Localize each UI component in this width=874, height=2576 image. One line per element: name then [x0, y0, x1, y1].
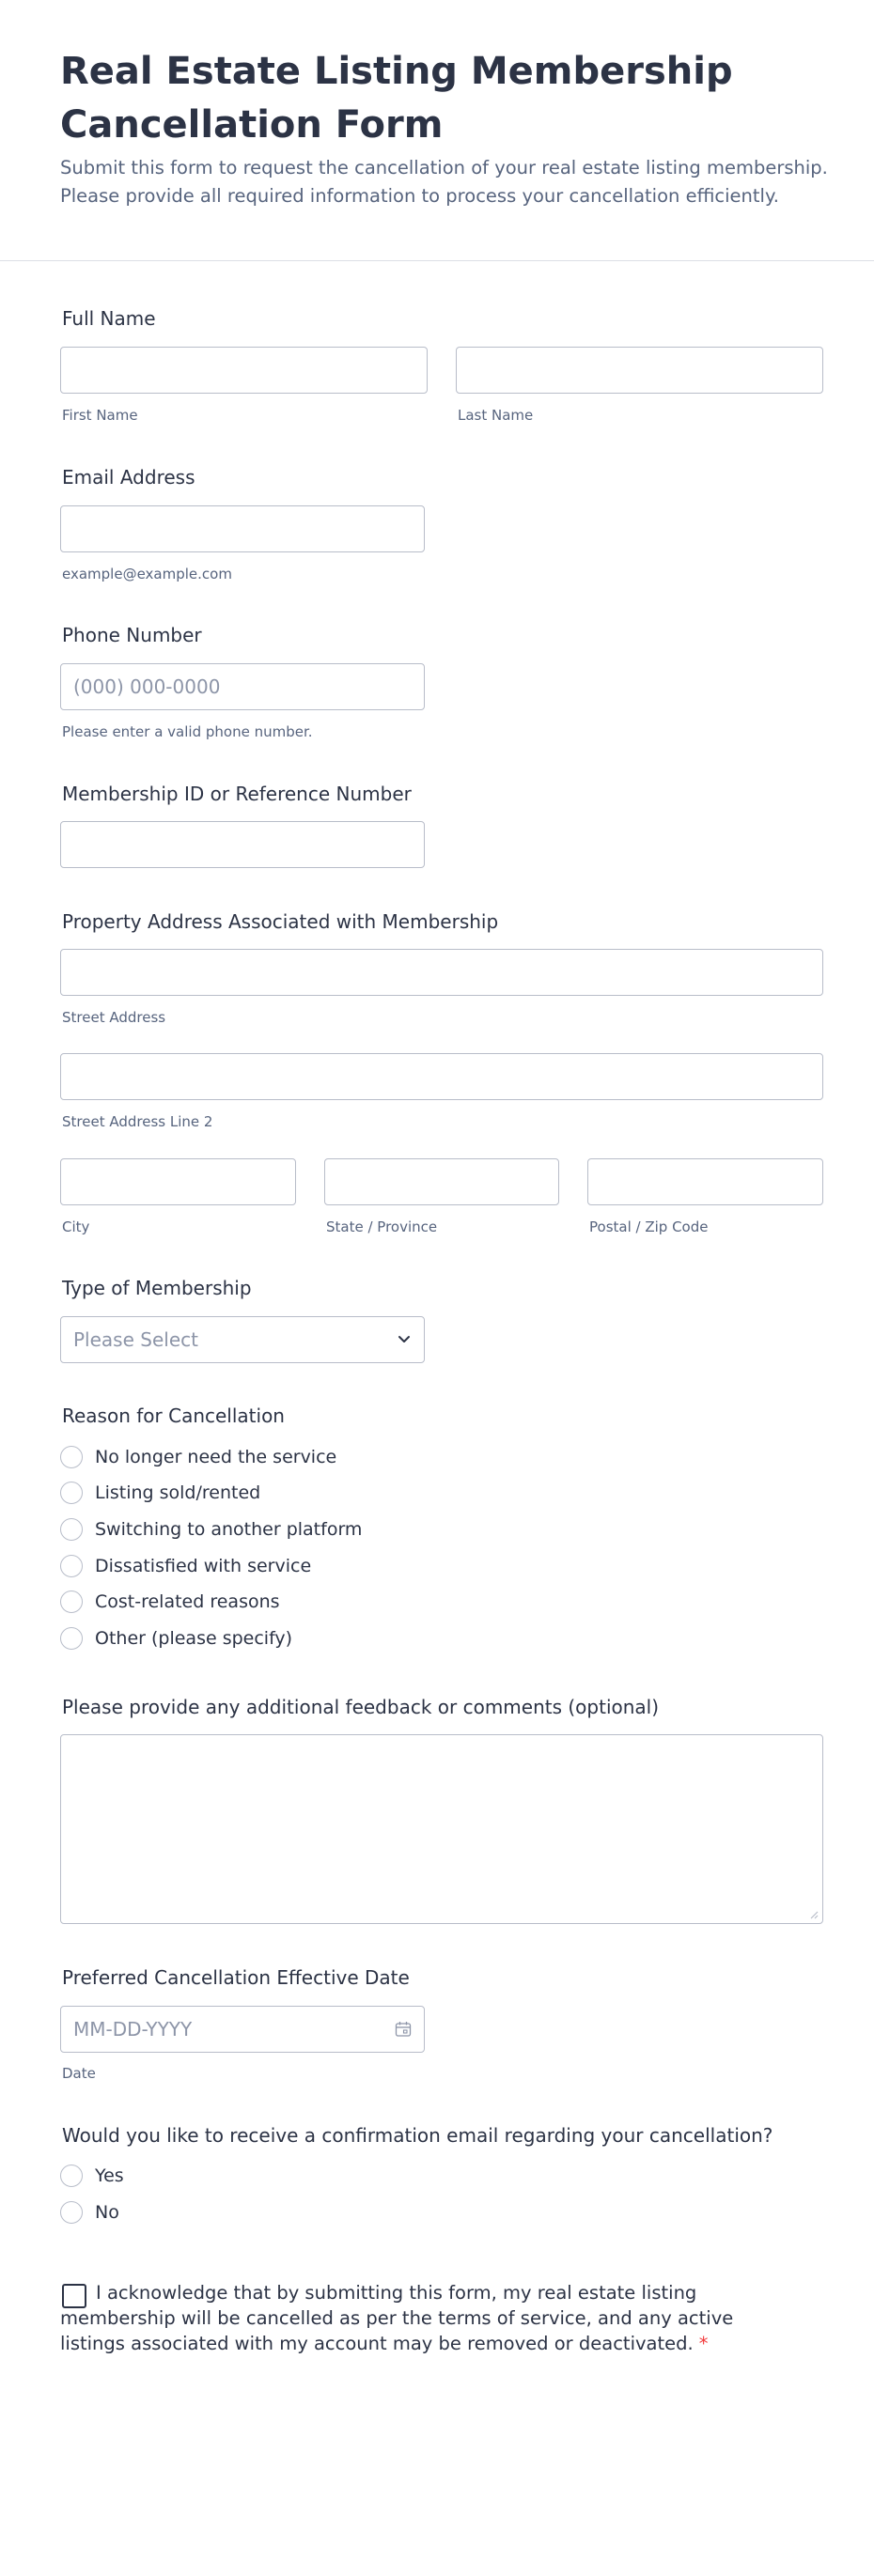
calendar-icon[interactable] — [394, 2020, 413, 2039]
form-title: Real Estate Listing Membership Cancellation Form — [60, 50, 733, 147]
acknowledgement-text — [60, 2280, 737, 2356]
effective-date-sublabel: Date — [62, 2065, 96, 2082]
membership-id-label: Membership ID or Reference Number — [62, 783, 412, 805]
feedback-textarea[interactable] — [60, 1734, 823, 1924]
radio-button[interactable] — [60, 2165, 83, 2187]
phone-label: Phone Number — [62, 624, 202, 646]
phone-input[interactable] — [60, 663, 425, 710]
phone-placeholder: (000) 000-0000 — [73, 675, 221, 698]
state-input[interactable] — [324, 1158, 559, 1205]
form-header — [0, 0, 874, 261]
state-sublabel: State / Province — [326, 1218, 438, 1235]
street-address-line2-sublabel: Street Address Line 2 — [62, 1113, 213, 1130]
resize-handle-icon[interactable] — [809, 1910, 819, 1919]
reason-option-label: Other (please specify) — [95, 1628, 293, 1649]
reason-option-label: Listing sold/rented — [95, 1482, 261, 1503]
city-input[interactable] — [60, 1158, 296, 1205]
membership-type-label: Type of Membership — [62, 1277, 252, 1299]
required-mark: * — [698, 2333, 709, 2354]
street-address-sublabel: Street Address — [62, 1009, 166, 1026]
zip-input[interactable] — [587, 1158, 823, 1205]
first-name-sublabel: First Name — [62, 407, 138, 424]
radio-button[interactable] — [60, 2201, 83, 2224]
zip-sublabel: Postal / Zip Code — [589, 1218, 709, 1235]
radio-button[interactable] — [60, 1482, 83, 1504]
feedback-label: Please provide any additional feedback or comments (optional) — [62, 1696, 660, 1718]
first-name-input[interactable] — [60, 347, 428, 394]
membership-id-input[interactable] — [60, 821, 425, 868]
radio-button[interactable] — [60, 1555, 83, 1577]
radio-button[interactable] — [60, 1518, 83, 1541]
last-name-sublabel: Last Name — [458, 407, 534, 424]
effective-date-placeholder: MM-DD-YYYY — [73, 2018, 193, 2041]
radio-button[interactable] — [60, 1446, 83, 1468]
membership-type-placeholder: Please Select — [73, 1328, 198, 1351]
phone-sublabel: Please enter a valid phone number. — [62, 723, 313, 740]
confirmation-option-label: No — [95, 2202, 119, 2223]
radio-button[interactable] — [60, 1627, 83, 1650]
email-input[interactable] — [60, 505, 425, 552]
confirmation-option-label: Yes — [95, 2165, 124, 2186]
email-sublabel: example@example.com — [62, 566, 232, 582]
full-name-label: Full Name — [62, 307, 156, 330]
effective-date-label: Preferred Cancellation Effective Date — [62, 1966, 410, 1989]
reason-option-label: Cost-related reasons — [95, 1591, 280, 1612]
chevron-down-icon — [396, 1330, 413, 1347]
reason-option-label: Switching to another platform — [95, 1519, 363, 1540]
city-sublabel: City — [62, 1218, 90, 1235]
confirmation-label: Would you like to receive a confirmation email regarding your cancellation? — [62, 2124, 773, 2147]
email-label: Email Address — [62, 466, 195, 489]
acknowledgement-label: I acknowledge that by submitting this form, my real estate listing membership will be cancelled as per the terms of service, and any active listings associated with my account may be removed or deactivated. — [60, 2282, 734, 2354]
membership-type-select[interactable] — [60, 1316, 425, 1363]
radio-button[interactable] — [60, 1591, 83, 1613]
reason-option-label: No longer need the service — [95, 1447, 337, 1467]
form-subtitle: Submit this form to request the cancellation of your real estate listing membership. Please provide all required information to process your cancellation efficiently. — [60, 157, 828, 207]
last-name-input[interactable] — [456, 347, 823, 394]
effective-date-input[interactable] — [60, 2006, 425, 2053]
reason-option-label: Dissatisfied with service — [95, 1556, 312, 1576]
address-label: Property Address Associated with Membership — [62, 910, 499, 933]
reason-label: Reason for Cancellation — [62, 1404, 285, 1427]
street-address-line2-input[interactable] — [60, 1053, 823, 1100]
street-address-input[interactable] — [60, 949, 823, 996]
